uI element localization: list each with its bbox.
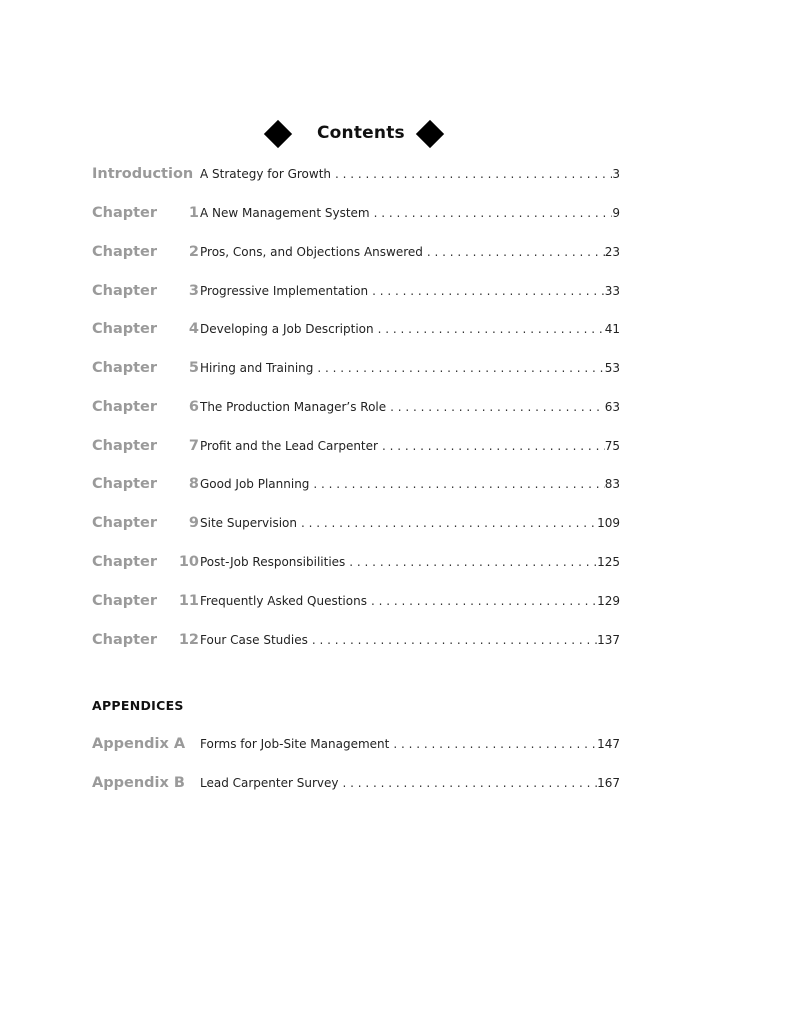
- dot-leader: [371, 594, 597, 608]
- dot-leader: [378, 322, 605, 336]
- toc-entry[interactable]: [92, 399, 620, 419]
- entry-label-word: Appendix: [92, 775, 169, 791]
- contents-header: [0, 119, 791, 149]
- entry-line: [200, 245, 620, 259]
- entry-line: [200, 737, 620, 751]
- entry-title: Hiring and Training: [200, 361, 314, 375]
- entry-label: [92, 632, 200, 648]
- page-number: 33: [604, 284, 620, 298]
- page-number: 147: [597, 737, 620, 751]
- entry-number: 4: [188, 321, 199, 337]
- entry-label-word: Chapter: [92, 632, 158, 648]
- dot-leader: [382, 439, 605, 453]
- entry-label: [92, 775, 200, 791]
- toc-entry[interactable]: [92, 554, 620, 574]
- entry-number: 10: [178, 554, 199, 570]
- entry-label: [92, 283, 200, 299]
- entry-title: The Production Manager’s Role: [200, 400, 387, 414]
- dot-leader: [301, 516, 597, 530]
- page-number: 83: [604, 477, 620, 491]
- entry-line: [200, 361, 620, 375]
- entry-label: [92, 736, 200, 752]
- entry-number: 2: [188, 244, 199, 260]
- toc-entry[interactable]: [92, 736, 620, 756]
- entry-line: [200, 322, 620, 336]
- toc-entry[interactable]: [92, 476, 620, 496]
- entry-label-word: Chapter: [92, 399, 158, 415]
- entry-label: [92, 166, 200, 182]
- entry-label-word: Chapter: [92, 593, 158, 609]
- entry-label: [92, 205, 200, 221]
- page-number: 167: [597, 776, 620, 790]
- entry-title: Post-Job Responsibilities: [200, 555, 346, 569]
- page-number: 75: [604, 439, 620, 453]
- entry-number: 1: [188, 205, 199, 221]
- entry-label-word: Chapter: [92, 283, 158, 299]
- dot-leader: [374, 206, 613, 220]
- entry-line: [200, 284, 620, 298]
- dot-leader: [313, 477, 604, 491]
- entry-line: [200, 477, 620, 491]
- toc-entry[interactable]: [92, 166, 620, 186]
- entry-title: A Strategy for Growth: [200, 167, 332, 181]
- page-number: 137: [597, 633, 620, 647]
- entry-title: Site Supervision: [200, 516, 297, 530]
- page-number: 125: [597, 555, 620, 569]
- entry-number: 9: [188, 515, 199, 531]
- entry-line: [200, 594, 620, 608]
- toc-entry[interactable]: [92, 593, 620, 613]
- dot-leader: [427, 245, 605, 259]
- entry-title: Good Job Planning: [200, 477, 310, 491]
- entry-line: [200, 516, 620, 530]
- entry-title: Frequently Asked Questions: [200, 594, 367, 608]
- entry-line: [200, 167, 620, 181]
- page-number: 53: [604, 361, 620, 375]
- entry-title: Lead Carpenter Survey: [200, 776, 339, 790]
- dot-leader: [393, 737, 597, 751]
- entry-label-word: Introduction: [92, 166, 194, 182]
- entry-line: [200, 400, 620, 414]
- entry-line: [200, 206, 620, 220]
- page-number: 9: [612, 206, 620, 220]
- entry-title: A New Management System: [200, 206, 370, 220]
- entry-label: [92, 321, 200, 337]
- entry-number: 12: [178, 632, 199, 648]
- dot-leader: [312, 633, 597, 647]
- entry-number: 7: [188, 438, 199, 454]
- appendices-heading: APPENDICES: [92, 698, 184, 713]
- entry-title: Forms for Job-Site Management: [200, 737, 390, 751]
- entry-label: [92, 244, 200, 260]
- toc-entry[interactable]: [92, 283, 620, 303]
- page-title: Contents: [317, 123, 405, 143]
- entry-label-word: Chapter: [92, 476, 158, 492]
- page-number: 129: [597, 594, 620, 608]
- entry-line: [200, 555, 620, 569]
- entry-label: [92, 593, 200, 609]
- entry-number: 3: [188, 283, 199, 299]
- entry-title: Four Case Studies: [200, 633, 308, 647]
- entry-title: Developing a Job Description: [200, 322, 374, 336]
- toc-entry[interactable]: [92, 205, 620, 225]
- toc-entry[interactable]: [92, 360, 620, 380]
- entry-title: Profit and the Lead Carpenter: [200, 439, 378, 453]
- toc-entry[interactable]: [92, 515, 620, 535]
- entry-label: [92, 554, 200, 570]
- dot-leader: [335, 167, 612, 181]
- dot-leader: [349, 555, 597, 569]
- entry-line: [200, 633, 620, 647]
- page-number: 3: [612, 167, 620, 181]
- entry-label-word: Chapter: [92, 244, 158, 260]
- entry-label-word: Chapter: [92, 360, 158, 376]
- entry-label: [92, 399, 200, 415]
- toc-entry[interactable]: [92, 244, 620, 264]
- entry-label-word: Chapter: [92, 321, 158, 337]
- entry-line: [200, 439, 620, 453]
- page-number: 109: [597, 516, 620, 530]
- dot-leader: [390, 400, 605, 414]
- entry-label: [92, 438, 200, 454]
- page-number: 23: [604, 245, 620, 259]
- entry-number: A: [173, 736, 186, 752]
- entry-number: 5: [188, 360, 199, 376]
- entry-label: [92, 515, 200, 531]
- entry-label-word: Appendix: [92, 736, 169, 752]
- toc-entry[interactable]: [92, 775, 620, 795]
- entry-label-word: Chapter: [92, 515, 158, 531]
- entry-title: Progressive Implementation: [200, 284, 369, 298]
- entry-title: Pros, Cons, and Objections Answered: [200, 245, 423, 259]
- page-number: 41: [604, 322, 620, 336]
- entry-label-word: Chapter: [92, 438, 158, 454]
- dot-leader: [372, 284, 605, 298]
- toc-entry[interactable]: [92, 438, 620, 458]
- page-number: 63: [604, 400, 620, 414]
- entry-line: [200, 776, 620, 790]
- dot-leader: [317, 361, 604, 375]
- entry-label-word: Chapter: [92, 205, 158, 221]
- entry-label-word: Chapter: [92, 554, 158, 570]
- entry-number: B: [173, 775, 185, 791]
- toc-entry[interactable]: [92, 632, 620, 652]
- diamond-icon: [416, 120, 444, 148]
- dot-leader: [343, 776, 598, 790]
- toc-entry[interactable]: [92, 321, 620, 341]
- entry-number: 8: [188, 476, 199, 492]
- entry-label: [92, 360, 200, 376]
- entry-label: [92, 476, 200, 492]
- entry-number: 6: [188, 399, 199, 415]
- entry-number: 11: [178, 593, 199, 609]
- diamond-icon: [264, 120, 292, 148]
